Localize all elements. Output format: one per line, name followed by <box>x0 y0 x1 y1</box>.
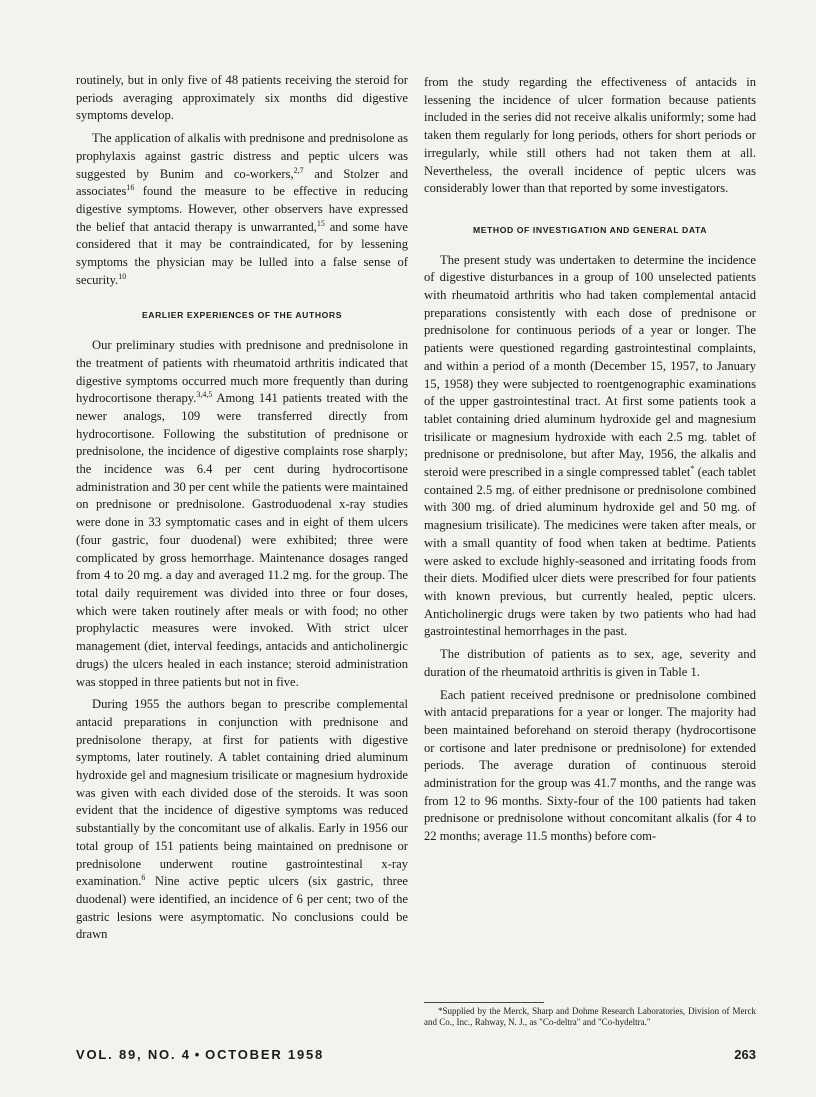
issue-date: OCTOBER 1958 <box>205 1047 325 1062</box>
paragraph <box>424 252 756 641</box>
paragraph <box>76 337 408 691</box>
citation-superscript: 2,7 <box>293 165 304 175</box>
bullet-separator: • <box>194 1047 202 1062</box>
paragraph-text: routinely, but in only five of 48 patients receiving the steroid for periods averaging approximately six months did digestive symptoms develop. <box>76 73 408 123</box>
paragraph-text: and Stolzer and associates <box>76 166 409 199</box>
paragraph-text: Nine active peptic ulcers (six gastric, three duodenal) were identified, an incidence of 6 per cent; two of the gastric lesions were asymptomatic. No conclusions could be drawn <box>76 874 408 942</box>
paragraph-text: and some have considered that it may be contraindicated, for by lessening symptoms the physician may be lulled into a false sense of security. <box>76 219 408 287</box>
paragraph <box>424 646 756 681</box>
section-heading: METHOD OF INVESTIGATION AND GENERAL DATA <box>472 224 708 235</box>
footnote: *Supplied by the Merck, Sharp and Dohme Research Laboratories, Division of Merck and Co., Inc., Rahway, N. J., as "Co-deltra" and "Co-hydeltra." <box>424 1006 756 1027</box>
paragraph <box>76 130 408 289</box>
paragraph <box>424 74 756 198</box>
paragraph-text: Each patient received prednisone or prednisolone combined with antacid preparations for a year or longer. The majority had been maintained beforehand on steroid therapy (hydrocortisone or cortisone and later prednisone or prednisolone) for extended periods. The average duration of continuous steroid administration for the group was 41.7 months, and the range was from 12 to 96 months. Sixty-four of the 100 patients had taken prednisone or prednisolone without concomitant alkalis (for 4 to 22 months; average 11.5 months) before com- <box>424 687 756 844</box>
paragraph-text: (each tablet contained 2.5 mg. of either prednisone or prednisolone combined with 300 mg. of dried aluminum hydroxide gel and 50 mg. of magnesium trisilicate). The medicines were taken after meals, or with a small quantity of food when taken at bedtime. Patients were asked to exclude highly-seasoned and irritating foods from their diets. Modified ulcer diets were prescribed for four patients with known previous, but currently healed, peptic ulcers. Anticholinergic drugs were taken by two patients who had had gastrointestinal hemorrhages in the past. <box>424 465 756 639</box>
paragraph-text: During 1955 the authors began to prescribe complemental antacid preparations in conjunction with prednisone and prednisolone therapy, at first for patients with digestive symptoms, later routinely. A tablet containing dried aluminum hydroxide gel and magnesium trisilicate or magnesium hydroxide was given with each divided dose of the steroids. It was soon evident that the incidence of digestive symptoms was reduced substantially by the concomitant use of alkalis. Early in 1956 our total group of 151 patients being maintained on prednisone or prednisolone underwent routine gastrointestinal x-ray examination. <box>76 697 408 889</box>
citation-superscript: 10 <box>118 271 127 281</box>
journal-issue-footer <box>76 1047 324 1062</box>
footnote-divider <box>424 1002 544 1003</box>
page-number: 263 <box>734 1047 756 1062</box>
paragraph-text: The application of alkalis with prednisone and prednisolone as prophylaxis against gastric distress and peptic ulcers was suggested by Bunim and co-workers, <box>76 131 408 181</box>
citation-superscript: 16 <box>126 183 135 193</box>
citation-superscript: 6 <box>141 873 146 883</box>
left-column <box>76 72 408 949</box>
paragraph-text: Our preliminary studies with prednisone and prednisolone in the treatment of patients with rheumatoid arthritis indicated that digestive symptoms occurred much more frequently than during hydrocortisone therapy. <box>76 338 408 406</box>
paragraph-text: The distribution of patients as to sex, age, severity and duration of the rheumatoid arthritis is given in Table 1. <box>424 647 756 679</box>
paragraph-text: found the measure to be effective in reducing digestive symptoms. However, other observers have expressed the belief that antacid therapy is unwarranted, <box>76 184 408 234</box>
citation-superscript: 15 <box>316 218 325 228</box>
volume-number: VOL. 89, NO. 4 <box>76 1047 191 1062</box>
paragraph-text: from the study regarding the effectiveness of antacids in lessening the incidence of ulcer formation because patients included in the series did not receive alkalis uniformly; some had taken them regularly for long periods, others for short periods or irregularly, while still others had not taken them at all. Nevertheless, the overall incidence of peptic ulcers was considerably lower than that reported by some investigators. <box>424 75 756 196</box>
paragraph-text: The present study was undertaken to determine the incidence of digestive disturbances in a group of 100 unselected patients with rheumatoid arthritis who had taken complemental antacid preparations consistently with each dose of prednisone or prednisolone for continuous periods of a year or longer. The patients were questioned regarding gastrointestinal complaints, and within a period of a month (December 15, 1957, to January 15, 1958) they were subjected to roentgenographic examinations of the upper gastrointestinal tract. At first some patients took a tablet containing dried aluminum hydroxide gel and magnesium trisilicate or magnesium hydroxide with each 2.5 mg. tablet of prednisone or prednisolone, but after May, 1956, the alkalis and steroid were prescribed in a single compressed tablet <box>424 252 756 480</box>
paragraph <box>76 696 408 944</box>
paragraph-text: Among 141 patients treated with the newer analogs, 109 were transferred directly from hydrocortisone. Following the substitution of prednisone or prednisolone, the incidence of digestive complaints rose sharply; the incidence was 6.4 per cent during hydrocortisone administration and 30 per cent while the patients were maintained on prednisone or prednisolone. Gastroduodenal x-ray studies were done in 33 symptomatic cases and in eight of them ulcers (four gastric, four duodenal) were exhibited; three were complicated by gross hemorrhage. Maintenance dosages ranged from 4 to 20 mg. a day and averaged 11.2 mg. for the group. The total daily requirement was divided into three or four doses, which were taken routinely after meals or with food; no other prophylactic measures were invoked. With strict ulcer management (diet, interval feedings, antacids and anticholinergic drugs) the ulcers healed in each instance; steroid administration was stopped in three patients but not in five. <box>76 391 408 689</box>
section-heading: EARLIER EXPERIENCES OF THE AUTHORS <box>141 310 343 321</box>
right-column <box>424 74 756 851</box>
citation-superscript: 3,4,5 <box>196 390 213 400</box>
paragraph <box>424 687 756 846</box>
footnote-marker: * <box>690 464 695 474</box>
paragraph <box>76 72 408 125</box>
